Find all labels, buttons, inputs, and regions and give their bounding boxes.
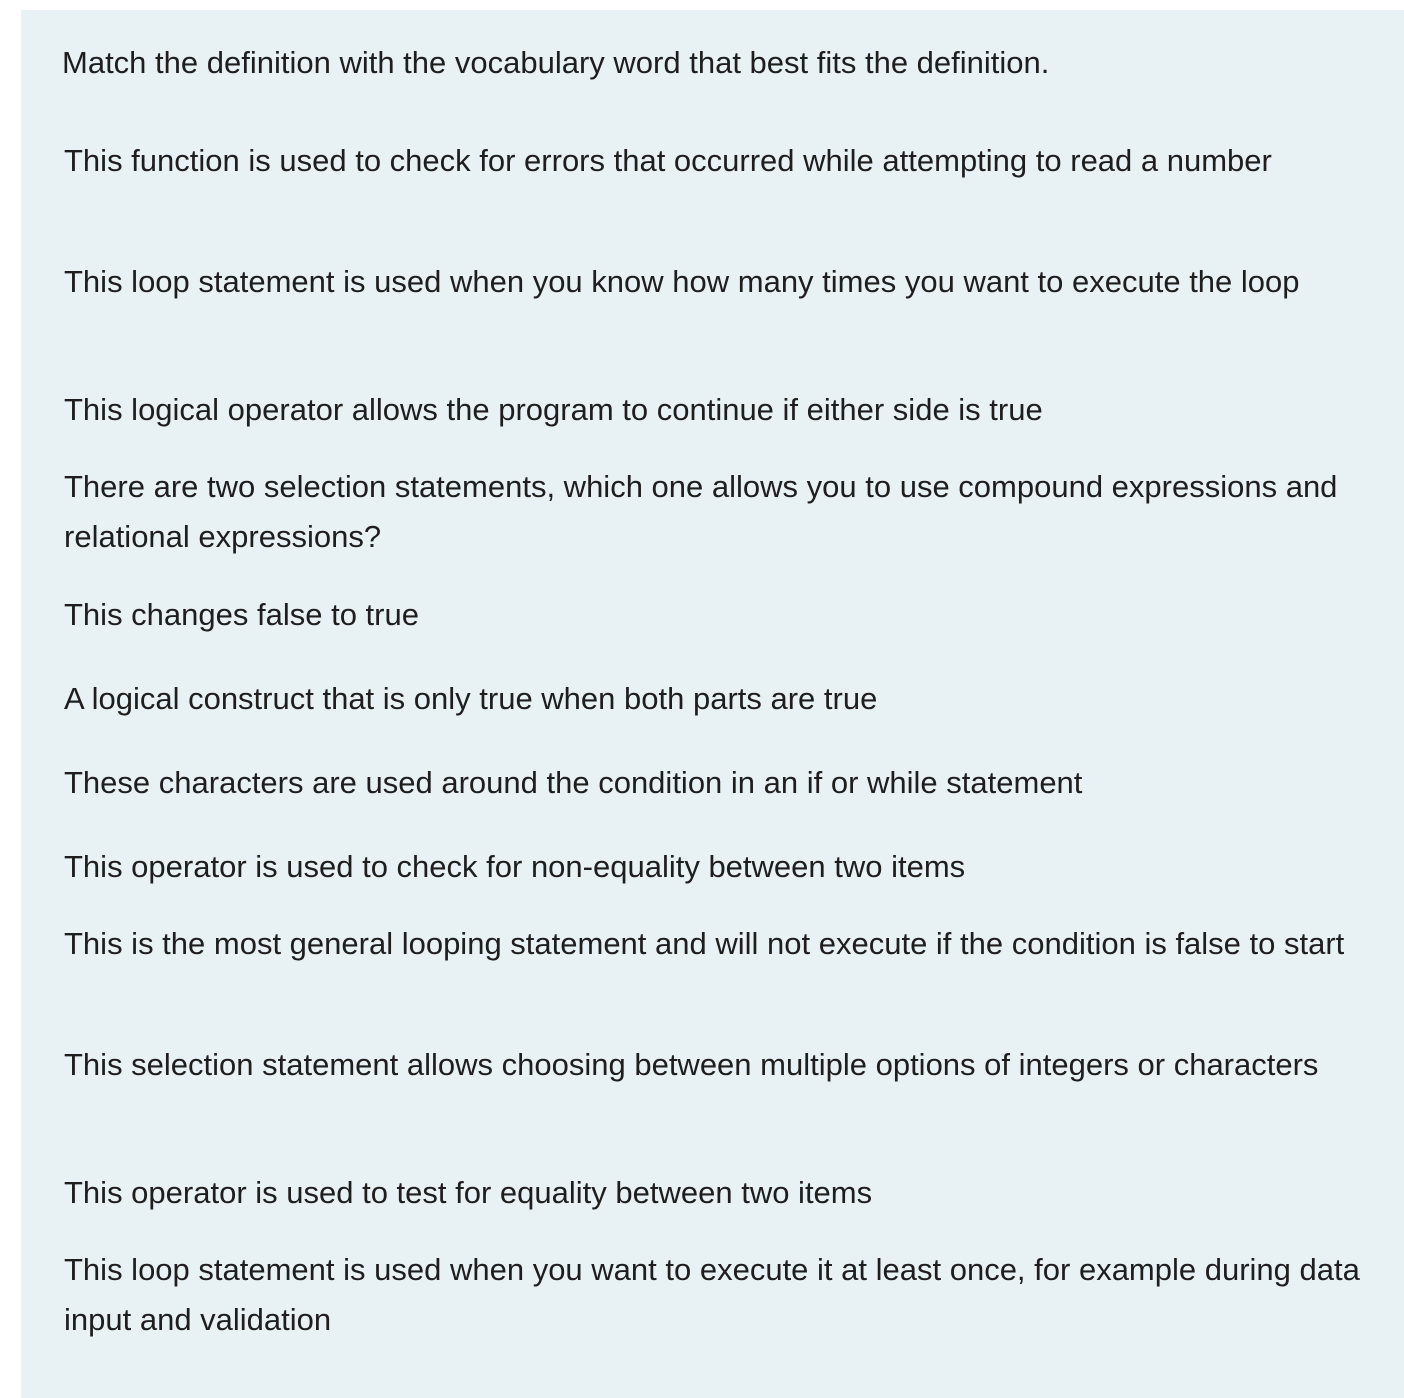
question-panel (21, 10, 1404, 1398)
definition-item: This operator is used to test for equality between two items (64, 1175, 873, 1210)
definition-item: This loop statement is used when you know how many times you want to execute the loop (64, 264, 1300, 299)
definition-item: This is the most general looping statement and will not execute if the condition is false to start (64, 926, 1345, 961)
definition-item: This changes false to true (64, 597, 419, 632)
definition-item: This logical operator allows the program to continue if either side is true (64, 392, 1043, 427)
definition-item: This loop statement is used when you want to execute it at least once, for example during data input and validation (64, 1252, 1360, 1337)
definition-item: A logical construct that is only true when both parts are true (64, 681, 878, 716)
question-instructions: Match the definition with the vocabulary word that best fits the definition. (62, 45, 1050, 80)
definition-item: This function is used to check for errors that occurred while attempting to read a number (64, 143, 1272, 178)
definition-item: This operator is used to check for non-equality between two items (64, 849, 966, 884)
definition-item: These characters are used around the condition in an if or while statement (64, 765, 1083, 800)
definition-item: This selection statement allows choosing between multiple options of integers or characters (64, 1047, 1319, 1082)
definition-item: There are two selection statements, which one allows you to use compound expressions and relational expressions? (64, 469, 1338, 554)
